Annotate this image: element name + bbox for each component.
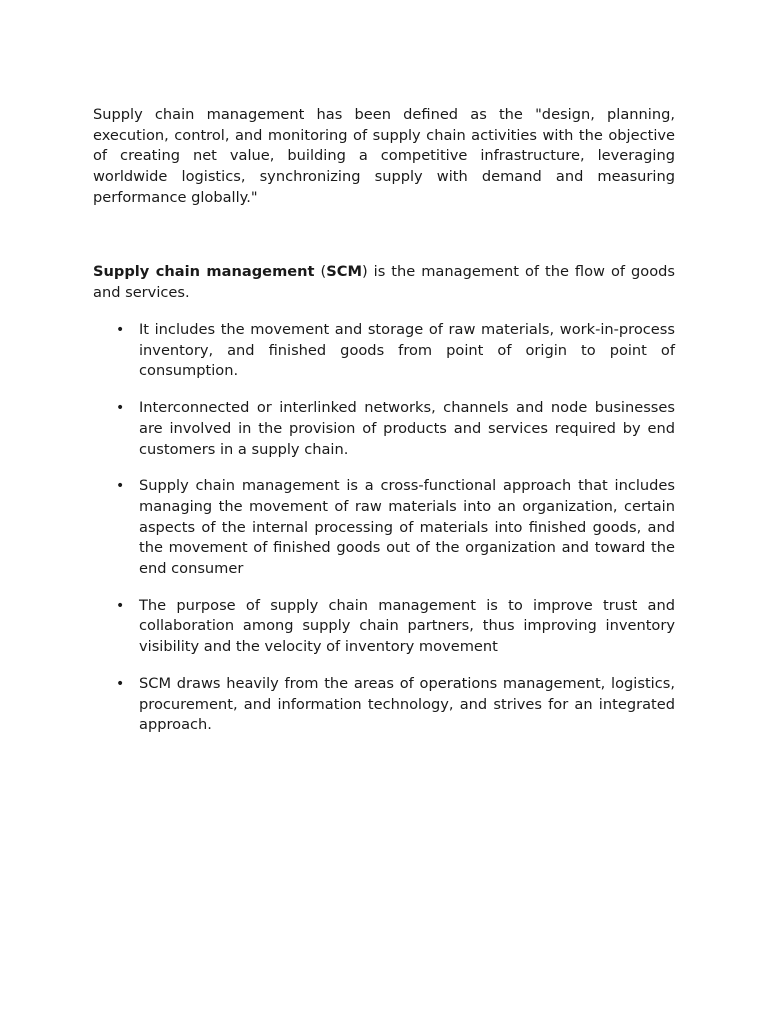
bullet-icon: • — [116, 675, 125, 692]
list-item-text: It includes the movement and storage of raw materials, work-in-process inventory, and finished goods from point of origin to point of consumption. — [139, 321, 675, 380]
bullet-icon: • — [116, 400, 125, 417]
list-item — [93, 674, 675, 736]
scm-abbreviation: SCM — [326, 263, 362, 280]
scm-intro-rest: ) is the management of the flow of goods and services. — [93, 263, 676, 301]
scm-intro-paragraph — [93, 262, 675, 303]
list-item-text: Supply chain management is a cross-functional approach that includes managing the movement of raw materials into an organization, certain aspects of the internal processing of materials into finished goods, and the movement of finished goods out of the organization and toward the end consumer — [139, 477, 675, 578]
list-item-text: The purpose of supply chain management is to improve trust and collaboration among supply chain partners, thus improving inventory visibility and the velocity of inventory movement — [139, 596, 675, 656]
bullet-icon: • — [116, 597, 125, 614]
bullet-icon: • — [116, 478, 125, 495]
list-item — [93, 476, 675, 580]
bullet-icon: • — [116, 322, 125, 338]
list-item — [93, 398, 675, 460]
open-paren: ( — [314, 263, 327, 280]
scm-term: Supply chain management — [93, 263, 315, 280]
list-item-text: SCM draws heavily from the areas of operations management, logistics, procurement, and information technology, and strives for an integrated approach. — [139, 674, 675, 734]
list-item-text: Interconnected or interlinked networks, channels and node businesses are involved in the provision of products and services required by end customers in a supply chain. — [139, 399, 675, 458]
scm-bullet-list — [93, 320, 675, 752]
list-item — [93, 596, 675, 658]
definition-paragraph: Supply chain management has been defined as the "design, planning, execution, control, and monitoring of supply chain activities with the objective of creating net value, building a competitive infrastructure, leveraging worldwide logistics, synchronizing supply with demand and measuring performance globally." — [93, 106, 675, 206]
list-item — [93, 320, 675, 382]
